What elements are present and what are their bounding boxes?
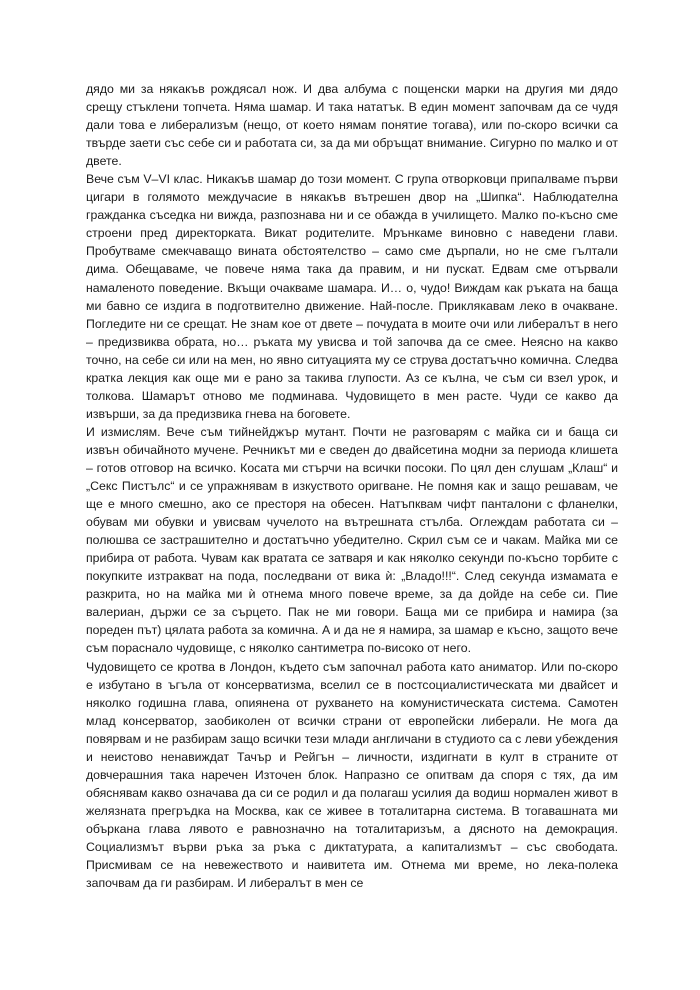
paragraph: Вече съм V–VI клас. Никакъв шамар до този момент. С група отворковци припалваме първи цигари в голямото междучасие в някакъв вътрешен двор на „Шипка“. Наблюдателна гражданка съседка ни вижда, разпознава ни и се обажда в училището. Малко по-късно сме строени пред директорката. Викат родителите. Мрънкаме виновно с наведени глави. Пробутваме смекчаващо вината обстоятелство – само сме дърпали, но не сме гълтали дима. Обещаваме, че повече няма така да правим, и ни пускат. Едвам сме отървали намаленото поведение. Вкъщи очакваме шамара. И… о, чудо! Виждам как ръката на баща ми бавно се издига в подготвително движение. Най-после. Приклякавам леко в очакване. Погледите ни се срещат. Не знам кое от двете – почудата в моите очи или либералът в него – предизвиква обрата, но… ръката му увисва и той започва да се смее. Неясно на какво точно, на себе си или на мен, но явно ситуацията му се струва достатъчно комична. Следва кратка лекция как още ми е рано за такива глупости. Аз се кълна, че съм си взел урок, и толкова. Шамарът отново ме подминава. Чудовището в мен расте. Чуди се какво да извърши, за да предизвика гнева на боговете.: [86, 172, 618, 421]
paragraph: дядо ми за някакъв рождясал нож. И два албума с пощенски марки на другия ми дядо срещу стъклени топчета. Няма шамар. И така нататък. В един момент започвам да се чудя дали това е либерализъм (нещо, от което нямам понятие тогава), или по-скоро всички са твърде заети със себе си и работата си, за да ми обръщат внимание. Сигурно по малко и от двете.: [86, 82, 618, 169]
paragraph: Чудовището се кротва в Лондон, където съм започнал работа като аниматор. Или по-скоро е избутано в ъгъла от консерватизма, вселил се в постсоциалистическата ми двайсет и няколко годишна глава, опиянена от рухването на комунистическата система. Самотен млад консерватор, заобиколен от всички страни от европейски либерали. Не мога да повярвам и не разбирам защо всички тези млади англичани в студиото са с леви убеждения и неистово ненавиждат Тачър и Рейгън – личности, издигнати в култ в страните от довчерашния така наречен Източен блок. Напразно се опитвам да споря с тях, да им обяснявам какво означава да си се родил и да полагаш усилия да водиш нормален живот в желязната прегръдка на Москва, как се живее в тоталитарна система. В тогавашната ми объркана глава лявото е равнозначно на тоталитаризъм, а дясното на демокрация. Социализмът върви ръка за ръка с диктатурата, а капитализмът – със свободата. Присмивам се на невежеството и наивитета им. Отнема ми време, но лека-полека започвам да ги разбирам. И либералът в мен се: [86, 659, 618, 891]
paragraph: И измислям. Вече съм тийнейджър мутант. Почти не разговарям с майка си и баща си извън обичайното мучене. Речникът ми е сведен до двайсетина модни за периода клишета – готов отговор на всичко. Косата ми стърчи на всички посоки. По цял ден слушам „Клаш“ и „Секс Пистълс“ и се упражнявам в изкуството оригване. Не помня как и защо решавам, че ще е много смешно, ако се престоря на обесен. Натъпквам чифт панталони с фланелки, обувам ми обувки и увисвам чучелото на вътрешната стълба. Оглеждам работата си – полюшва се застрашително и достатъчно убедително. Скрил съм се и чакам. Майка ми се прибира от работа. Чувам как вратата се затваря и как няколко секунди по-късно торбите с покупките изтракват на пода, последвани от вика ѝ: „Владо!!!“. След секунда измамата е разкрита, но на майка ми ѝ отнема много повече време, за да дойде на себе си. Пие валериан, държи се за сърцето. Пак не ми говори. Баща ми се прибира и намира (за пореден път) цялата работа за комична. А и да не я намира, за шамар е късно, защото вече съм пораснало чудовище, с няколко сантиметра по-високо от него.: [86, 424, 618, 656]
document-page: [86, 80, 618, 892]
